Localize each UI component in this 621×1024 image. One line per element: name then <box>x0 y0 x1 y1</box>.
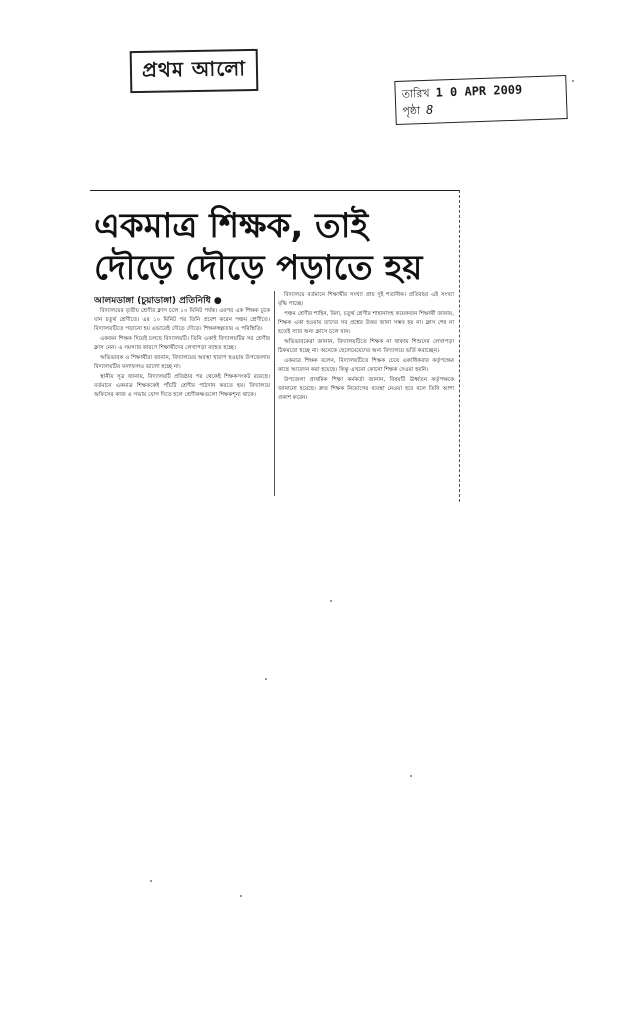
paragraph: অভিভাবকেরা জানান, বিদ্যালয়টিতে শিক্ষক না থাকায় শিশুদের লেখাপড়া ঠিকমতো হচ্ছে না। অনেকে ছেলেমেয়েদের অন্য বিদ্যালয়ে ভর্তি করাচ্ছেন। <box>278 339 454 354</box>
article-headline: একমাত্র শিক্ষক, তাই দৌড়ে দৌড়ে পড়াতে হয় <box>94 206 423 288</box>
paragraph: বিদ্যালয়ে বর্তমানে শিক্ষার্থীর সংখ্যা প্রায় দুই শতাধিক। প্রতিবছর এই সংখ্যা বৃদ্ধি পাচ্ছে। <box>278 292 454 307</box>
column-divider <box>274 291 275 496</box>
news-clipping <box>90 190 460 502</box>
scan-speck <box>572 80 574 82</box>
paragraph: একমাত্র শিক্ষক বলেন, বিদ্যালয়টিতে শিক্ষক চেয়ে একাধিকবার কর্তৃপক্ষের কাছে আবেদন করা হয়েছে। কিন্তু এখনো কোনো শিক্ষক দেওয়া হয়নি। <box>278 358 454 373</box>
scan-speck <box>265 678 267 680</box>
scan-speck <box>410 775 412 777</box>
scan-speck <box>150 880 152 882</box>
article-left-column <box>94 307 270 499</box>
scan-speck <box>330 600 332 602</box>
date-label: তারিখ <box>401 86 430 101</box>
paragraph: অভিভাবক ও শিক্ষার্থীরা জানান, বিদ্যালয়ের অবস্থা খারাপ হওয়ায় উপজেলায় বিদ্যালয়টির ফলাফলও ভালো হচ্ছে না। <box>94 355 270 370</box>
page-value: 8 <box>425 102 434 117</box>
newspaper-name-stamp: প্রথম আলো <box>130 49 259 93</box>
paragraph: বিদ্যালয়ের তৃতীয় শ্রেণীর ক্লাস চলে ১০ মিনিট পর্যন্ত। এরপর এক শিক্ষক ঢুকে যান চতুর্থ শ্রেণীতে। এর ১০ মিনিট পর তিনি প্রবেশ করেন পঞ্চম শ্রেণীতে। বিদ্যালয়টিতে পড়ানো হয় এভাবেই দৌড়ে দৌড়ে। শিক্ষকস্বল্পতায় এ পরিস্থিতি। <box>94 308 270 332</box>
article-right-column <box>278 291 454 499</box>
paragraph: একজন শিক্ষক দিয়েই চলছে বিদ্যালয়টি। তিনি একাই বিদ্যালয়টির সব শ্রেণীর ক্লাস নেন। এ সমস্যার কারণে শিক্ষার্থীদের লেখাপড়া ব্যাহত হচ্ছে। <box>94 336 270 351</box>
scan-speck <box>240 895 242 897</box>
page-label: পৃষ্ঠা <box>402 104 421 118</box>
paragraph: উপজেলা প্রাথমিক শিক্ষা কর্মকর্তা জানান, বিষয়টি ঊর্ধ্বতন কর্তৃপক্ষকে জানানো হয়েছে। দ্রুত শিক্ষক নিয়োগের ব্যবস্থা নেওয়া হবে বলে তিনি আশা প্রকাশ করেন। <box>278 377 454 401</box>
paragraph: পঞ্চম শ্রেণীর শাহিন, রিনা, চতুর্থ শ্রেণীর শাহানাসহ কয়েকজন শিক্ষার্থী জানায়, শিক্ষক একা হওয়ায় তাদের সব প্রশ্নের উত্তর জানা সম্ভব হয় না। ক্লাস শেষ না হতেই স্যার অন্য ক্লাসে চলে যান। <box>278 311 454 335</box>
article-byline: আলমডাঙ্গা (চুয়াডাঙ্গা) প্রতিনিধি ● <box>94 296 222 306</box>
date-value: 1 0 APR 2009 <box>435 82 523 100</box>
paragraph: স্থানীয় সূত্র জানায়, বিদ্যালয়টি প্রতিষ্ঠার পর থেকেই শিক্ষকসংকট রয়েছে। বর্তমানে একমাত্র শিক্ষককেই পাঁচটি শ্রেণীর পাঠদান করতে হয়। বিদ্যালয়ে অফিসের কাজ ও সভায় যোগ দিতে হলে শ্রেণীকক্ষগুলো শিক্ষকশূন্য থাকে। <box>94 374 270 398</box>
date-stamp <box>394 75 567 125</box>
